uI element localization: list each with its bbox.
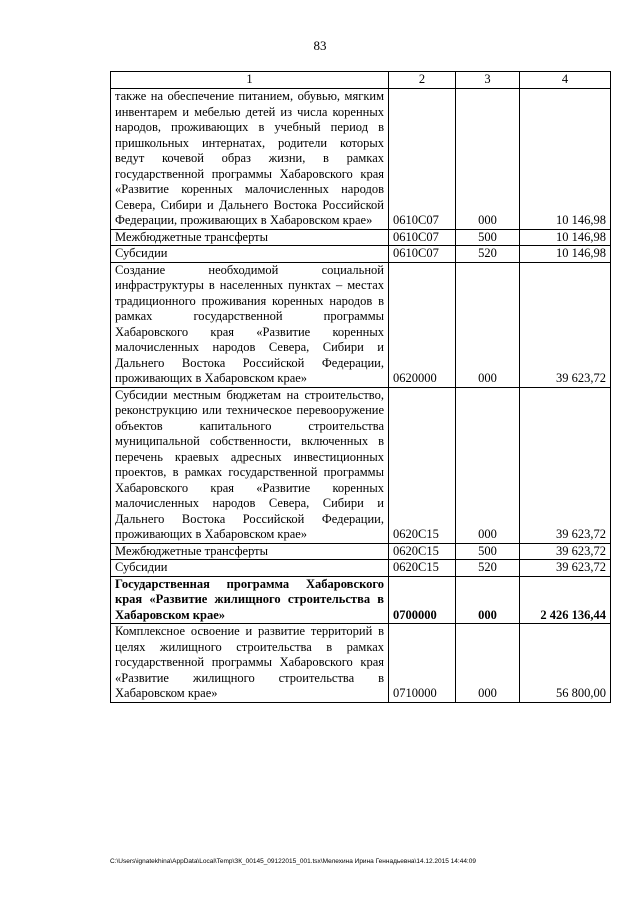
row-target-code: 0620000: [389, 262, 456, 387]
row-amount: 39 623,72: [520, 560, 611, 577]
row-expense-type: 000: [456, 89, 520, 230]
row-expense-type: 500: [456, 229, 520, 246]
file-path-footer: C:\Users\ignatekhina\AppData\Local\Temp\ЗК_00145_09122015_001.tsx\Мелехина Ирина Геннадьевна\14.12.2015 14:44:09: [110, 858, 476, 865]
row-amount: 39 623,72: [520, 387, 611, 543]
table-row: [111, 229, 611, 246]
row-name: Субсидии местным бюджетам на строительство, реконструкцию или техническое перевооружение объектов капитального строительства муниципальной собственности, включенных в перечень краевых адресных инвестиционных проектов, в рамках государственной программы Хабаровского края «Развитие коренных малочисленных народов Севера, Сибири и Дальнего Востока Российской Федерации, проживающих в Хабаровском крае»: [111, 387, 389, 543]
row-name: также на обеспечение питанием, обувью, мягким инвентарем и мебелью детей из числа коренных народов, проживающих в учебный период в пришкольных интернатах, родители которых ведут кочевой образ жизни, в рамках государственной программы Хабаровского края «Развитие коренных малочисленных народов Севера, Сибири и Дальнего Востока Российской Федерации, проживающих в Хабаровском крае»: [111, 89, 389, 230]
column-header-2: 2: [389, 72, 456, 89]
column-header-3: 3: [456, 72, 520, 89]
row-expense-type: 500: [456, 543, 520, 560]
row-name: Межбюджетные трансферты: [111, 543, 389, 560]
row-amount: 10 146,98: [520, 246, 611, 263]
row-target-code: 0700000: [389, 576, 456, 624]
row-expense-type: 000: [456, 262, 520, 387]
row-name: Создание необходимой социальной инфраструктуры в населенных пунктах – местах традиционного проживания коренных народов в рамках государственной программы Хабаровского края «Развитие коренных малочисленных народов Севера, Сибири и Дальнего Востока Российской Федерации, проживающих в Хабаровском крае»: [111, 262, 389, 387]
row-expense-type: 520: [456, 246, 520, 263]
table-row: [111, 89, 611, 230]
row-amount: 56 800,00: [520, 624, 611, 703]
budget-table: [110, 71, 611, 703]
row-target-code: 0710000: [389, 624, 456, 703]
row-name: Комплексное освоение и развитие территорий в целях жилищного строительства в рамках государственной программы Хабаровского края «Развитие жилищного строительства в Хабаровском крае»: [111, 624, 389, 703]
table-row: [111, 387, 611, 543]
table-row: [111, 246, 611, 263]
row-name: Субсидии: [111, 560, 389, 577]
row-name: Межбюджетные трансферты: [111, 229, 389, 246]
row-name: Субсидии: [111, 246, 389, 263]
row-target-code: 0610С07: [389, 246, 456, 263]
table-row: [111, 262, 611, 387]
table-row: [111, 560, 611, 577]
row-target-code: 0620С15: [389, 387, 456, 543]
row-expense-type: 000: [456, 576, 520, 624]
table-row: [111, 624, 611, 703]
row-name: Государственная программа Хабаровского края «Развитие жилищного строительства в Хабаровском крае»: [111, 576, 389, 624]
row-target-code: 0620С15: [389, 560, 456, 577]
row-expense-type: 000: [456, 387, 520, 543]
row-amount: 10 146,98: [520, 89, 611, 230]
table-row-program: [111, 576, 611, 624]
column-header-4: 4: [520, 72, 611, 89]
page-number: 83: [313, 38, 327, 53]
row-target-code: 0610С07: [389, 89, 456, 230]
row-target-code: 0610С07: [389, 229, 456, 246]
row-amount: 39 623,72: [520, 262, 611, 387]
row-target-code: 0620С15: [389, 543, 456, 560]
row-amount: 2 426 136,44: [520, 576, 611, 624]
table-row: [111, 543, 611, 560]
row-expense-type: 000: [456, 624, 520, 703]
table-header-row: [111, 72, 611, 89]
row-amount: 10 146,98: [520, 229, 611, 246]
column-header-1: 1: [111, 72, 389, 89]
row-amount: 39 623,72: [520, 543, 611, 560]
row-expense-type: 520: [456, 560, 520, 577]
